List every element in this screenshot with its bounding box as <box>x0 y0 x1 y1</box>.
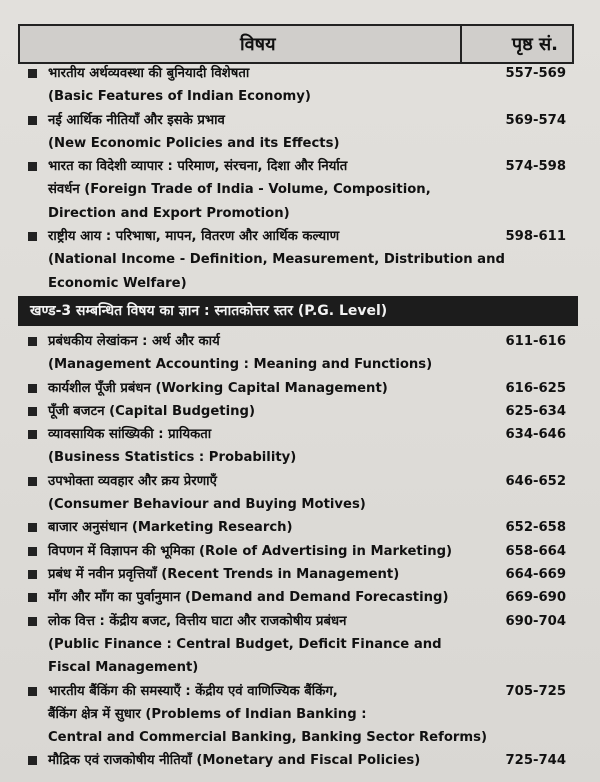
toc-entry-text: बाजार अनुसंधान (Marketing Research) <box>48 520 293 536</box>
bullet-icon <box>28 570 37 579</box>
toc-entry-text: (New Economic Policies and its Effects) <box>48 135 340 151</box>
bullet-icon <box>28 430 37 439</box>
toc-entry-pages: 574-598 <box>505 159 566 175</box>
toc-entry-text: Central and Commercial Banking, Banking Sector Reforms) <box>48 730 488 746</box>
toc-entry-text: भारतीय बैंकिंग की समस्याएँ : केंद्रीय एवं वाणिज्यिक बैंकिंग, <box>48 683 338 699</box>
toc-entry[interactable] <box>28 586 568 609</box>
toc-entry-text: व्यावसायिक सांख्यिकी : प्रायिकता <box>48 427 212 443</box>
toc-entry-text: संवर्धन (Foreign Trade of India - Volume, Composition, <box>48 182 431 198</box>
toc-entry[interactable] <box>28 680 568 750</box>
toc-entry-pages: 569-574 <box>505 112 566 128</box>
toc-entry-text: बैंकिंग क्षेत्र में सुधार (Problems of Indian Banking : <box>48 706 367 722</box>
toc-entry-text: (Business Statistics : Probability) <box>48 450 297 466</box>
toc-entry-text: भारत का विदेशी व्यापार : परिमाण, संरचना, दिशा और निर्यात <box>48 159 348 175</box>
bullet-icon <box>28 547 37 556</box>
header-title: विषय <box>240 34 276 55</box>
toc-entry[interactable] <box>28 330 568 377</box>
toc-entry-text: (Public Finance : Central Budget, Deficit Finance and <box>48 636 442 652</box>
header-page-label: पृष्ठ सं. <box>511 34 558 55</box>
toc-entry-pages: 664-669 <box>505 567 566 582</box>
bullet-icon <box>28 523 37 532</box>
toc-entry-pages: 598-611 <box>505 229 566 245</box>
toc-entry-text: (Management Accounting : Meaning and Functions) <box>48 357 433 373</box>
toc-entry-text: कार्यशील पूँजी प्रबंधन (Working Capital Management) <box>48 380 388 396</box>
toc-entry-text: Economic Welfare) <box>48 275 187 291</box>
bullet-icon <box>28 232 37 241</box>
toc-entry-text: पूँजी बजटन (Capital Budgeting) <box>48 403 255 419</box>
toc-entry-pages: 625-634 <box>505 403 566 419</box>
toc-entry-pages: 557-569 <box>505 66 566 81</box>
toc-entry-text: प्रबंधकीय लेखांकन : अर्थ और कार्य <box>48 334 220 349</box>
toc-entry[interactable] <box>28 377 568 400</box>
toc-entry-pages: 669-690 <box>505 590 566 606</box>
toc-entry[interactable] <box>28 610 568 680</box>
bullet-icon <box>28 162 37 171</box>
bullet-icon <box>28 756 37 765</box>
toc-entry-pages: 634-646 <box>505 427 566 443</box>
header-divider <box>460 26 462 62</box>
toc-entry-text: उपभोक्ता व्यवहार और क्रय प्रेरणाएँ <box>48 473 217 489</box>
toc-entry-text: (Consumer Behaviour and Buying Motives) <box>48 497 366 513</box>
bullet-icon <box>28 384 37 393</box>
toc-entry-pages: 652-658 <box>505 520 566 536</box>
bullet-icon <box>28 687 37 696</box>
toc-entry[interactable] <box>28 423 568 470</box>
toc-entry-text: प्रबंध में नवीन प्रवृत्तियाँ (Recent Trends in Management) <box>48 567 400 582</box>
toc-entry-pages: 690-704 <box>505 613 566 629</box>
toc-entry[interactable] <box>28 109 568 156</box>
toc-entry[interactable] <box>28 540 568 563</box>
toc-entry-text: मौद्रिक एवं राजकोषीय नीतियाँ (Monetary and Fiscal Policies) <box>48 753 421 769</box>
toc-entry-text: Direction and Export Promotion) <box>48 205 290 221</box>
toc-entry-text: (National Income - Definition, Measurement, Distribution and <box>48 252 505 268</box>
toc-entry-text: भारतीय अर्थव्यवस्था की बुनियादी विशेषता <box>48 66 250 81</box>
toc-entry-pages: 616-625 <box>505 380 566 396</box>
toc-entry-text: लोक वित्त : केंद्रीय बजट, वित्तीय घाटा और राजकोषीय प्रबंधन <box>48 613 347 629</box>
toc-header <box>18 24 574 64</box>
toc-entry[interactable] <box>28 749 568 772</box>
bullet-icon <box>28 477 37 486</box>
toc-entry-pages: 646-652 <box>505 473 566 489</box>
section-bar: खण्ड-3 सम्बन्धित विषय का ज्ञान : स्नातकोत्तर स्तर (P.G. Level) <box>18 296 578 326</box>
toc-entry-pages: 725-744 <box>505 753 566 769</box>
toc-entry-text: माँग और माँग का पुर्वानुमान (Demand and Demand Forecasting) <box>48 590 449 606</box>
toc-entry-text: नई आर्थिक नीतियाँ और इसके प्रभाव <box>48 112 225 128</box>
toc-entry[interactable] <box>28 225 568 295</box>
toc-entry[interactable] <box>28 400 568 423</box>
toc-entry-text: विपणन में विज्ञापन की भूमिका (Role of Advertising in Marketing) <box>48 543 453 559</box>
bullet-icon <box>28 593 37 602</box>
toc-entry[interactable] <box>28 516 568 539</box>
toc-entry-text: राष्ट्रीय आय : परिभाषा, मापन, वितरण और आर्थिक कल्याण <box>48 229 340 245</box>
bullet-icon <box>28 617 37 626</box>
toc-entry[interactable] <box>28 563 568 586</box>
toc-entry[interactable] <box>28 470 568 517</box>
toc-entry-pages: 705-725 <box>505 683 566 699</box>
toc-entry[interactable] <box>28 155 568 225</box>
bullet-icon <box>28 337 37 346</box>
bullet-icon <box>28 407 37 416</box>
toc-entry-text: (Basic Features of Indian Economy) <box>48 89 311 105</box>
toc-entry-pages: 611-616 <box>505 334 566 349</box>
toc-entry-pages: 658-664 <box>505 543 566 559</box>
bullet-icon <box>28 116 37 125</box>
toc-entry-text: Fiscal Management) <box>48 660 199 676</box>
bullet-icon <box>28 69 37 78</box>
toc-entry[interactable] <box>28 62 568 109</box>
